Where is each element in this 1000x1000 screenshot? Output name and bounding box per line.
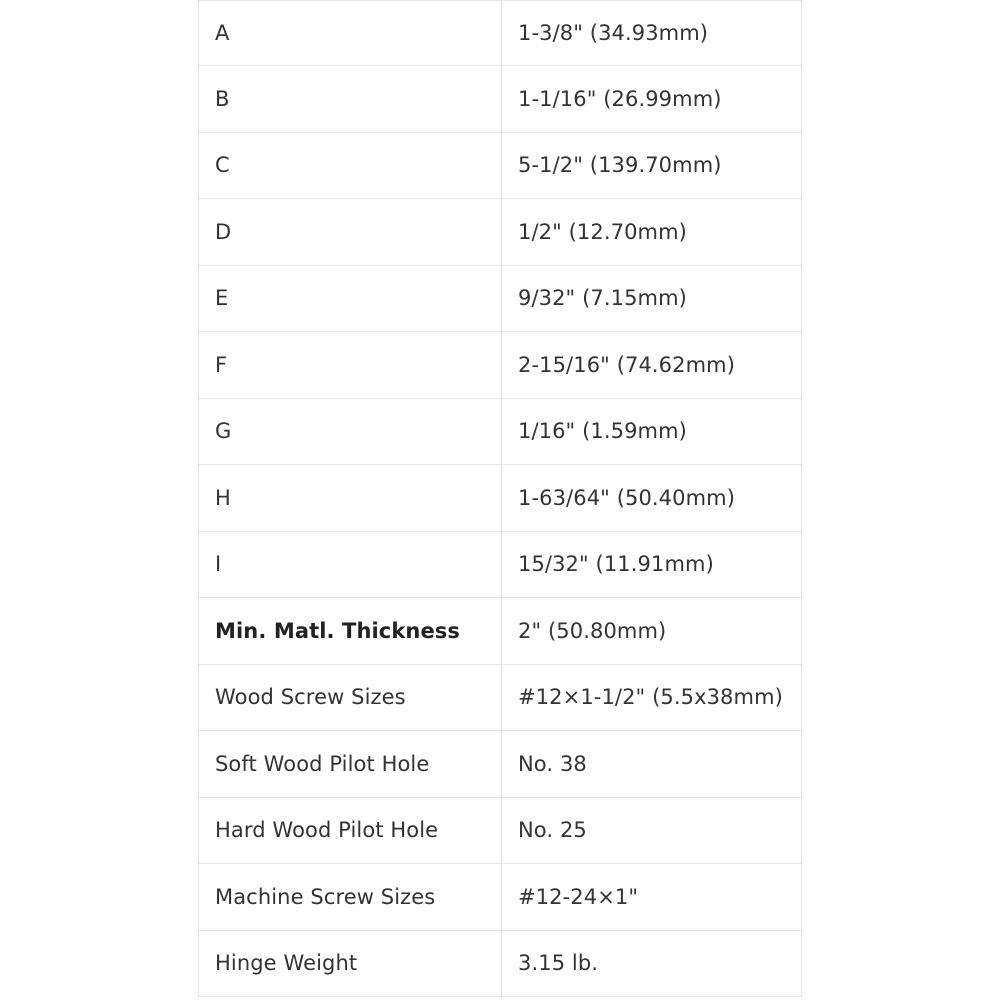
table-row <box>199 531 802 598</box>
spec-label-cell: B <box>199 66 502 133</box>
spec-label-cell: Wood Screw Sizes <box>199 664 502 731</box>
table-row <box>199 797 802 864</box>
spec-label-cell: D <box>199 199 502 266</box>
table-row <box>199 930 802 997</box>
spec-label-cell: C <box>199 132 502 199</box>
spec-table-body <box>199 1 802 997</box>
table-row <box>199 731 802 798</box>
table-row <box>199 199 802 266</box>
spec-label-cell: Machine Screw Sizes <box>199 864 502 931</box>
spec-value-cell: 1-63/64" (50.40mm) <box>502 465 802 532</box>
table-row <box>199 1 802 66</box>
spec-label-cell: Hinge Weight <box>199 930 502 997</box>
spec-label-cell: F <box>199 332 502 399</box>
spec-label-cell: G <box>199 398 502 465</box>
spec-label-cell: A <box>199 1 502 66</box>
table-row <box>199 398 802 465</box>
table-row <box>199 332 802 399</box>
spec-label-cell: I <box>199 531 502 598</box>
spec-label-cell: Min. Matl. Thickness <box>199 598 502 665</box>
spec-label-cell: E <box>199 265 502 332</box>
spec-value-cell: No. 38 <box>502 731 802 798</box>
spec-value-cell: 2" (50.80mm) <box>502 598 802 665</box>
spec-value-cell: 1-1/16" (26.99mm) <box>502 66 802 133</box>
spec-value-cell: 1-3/8" (34.93mm) <box>502 1 802 66</box>
spec-value-cell: 3.15 lb. <box>502 930 802 997</box>
table-row <box>199 598 802 665</box>
spec-label-cell: H <box>199 465 502 532</box>
spec-table <box>198 0 802 997</box>
table-row <box>199 664 802 731</box>
table-row <box>199 864 802 931</box>
table-row <box>199 132 802 199</box>
spec-value-cell: 5-1/2" (139.70mm) <box>502 132 802 199</box>
table-row <box>199 66 802 133</box>
spec-value-cell: #12×1-1/2" (5.5x38mm) <box>502 664 802 731</box>
spec-value-cell: #12-24×1" <box>502 864 802 931</box>
spec-value-cell: No. 25 <box>502 797 802 864</box>
table-row <box>199 265 802 332</box>
spec-label-cell: Hard Wood Pilot Hole <box>199 797 502 864</box>
spec-label-cell: Soft Wood Pilot Hole <box>199 731 502 798</box>
spec-value-cell: 2-15/16" (74.62mm) <box>502 332 802 399</box>
spec-value-cell: 1/16" (1.59mm) <box>502 398 802 465</box>
table-row <box>199 465 802 532</box>
spec-value-cell: 9/32" (7.15mm) <box>502 265 802 332</box>
spec-value-cell: 15/32" (11.91mm) <box>502 531 802 598</box>
spec-value-cell: 1/2" (12.70mm) <box>502 199 802 266</box>
